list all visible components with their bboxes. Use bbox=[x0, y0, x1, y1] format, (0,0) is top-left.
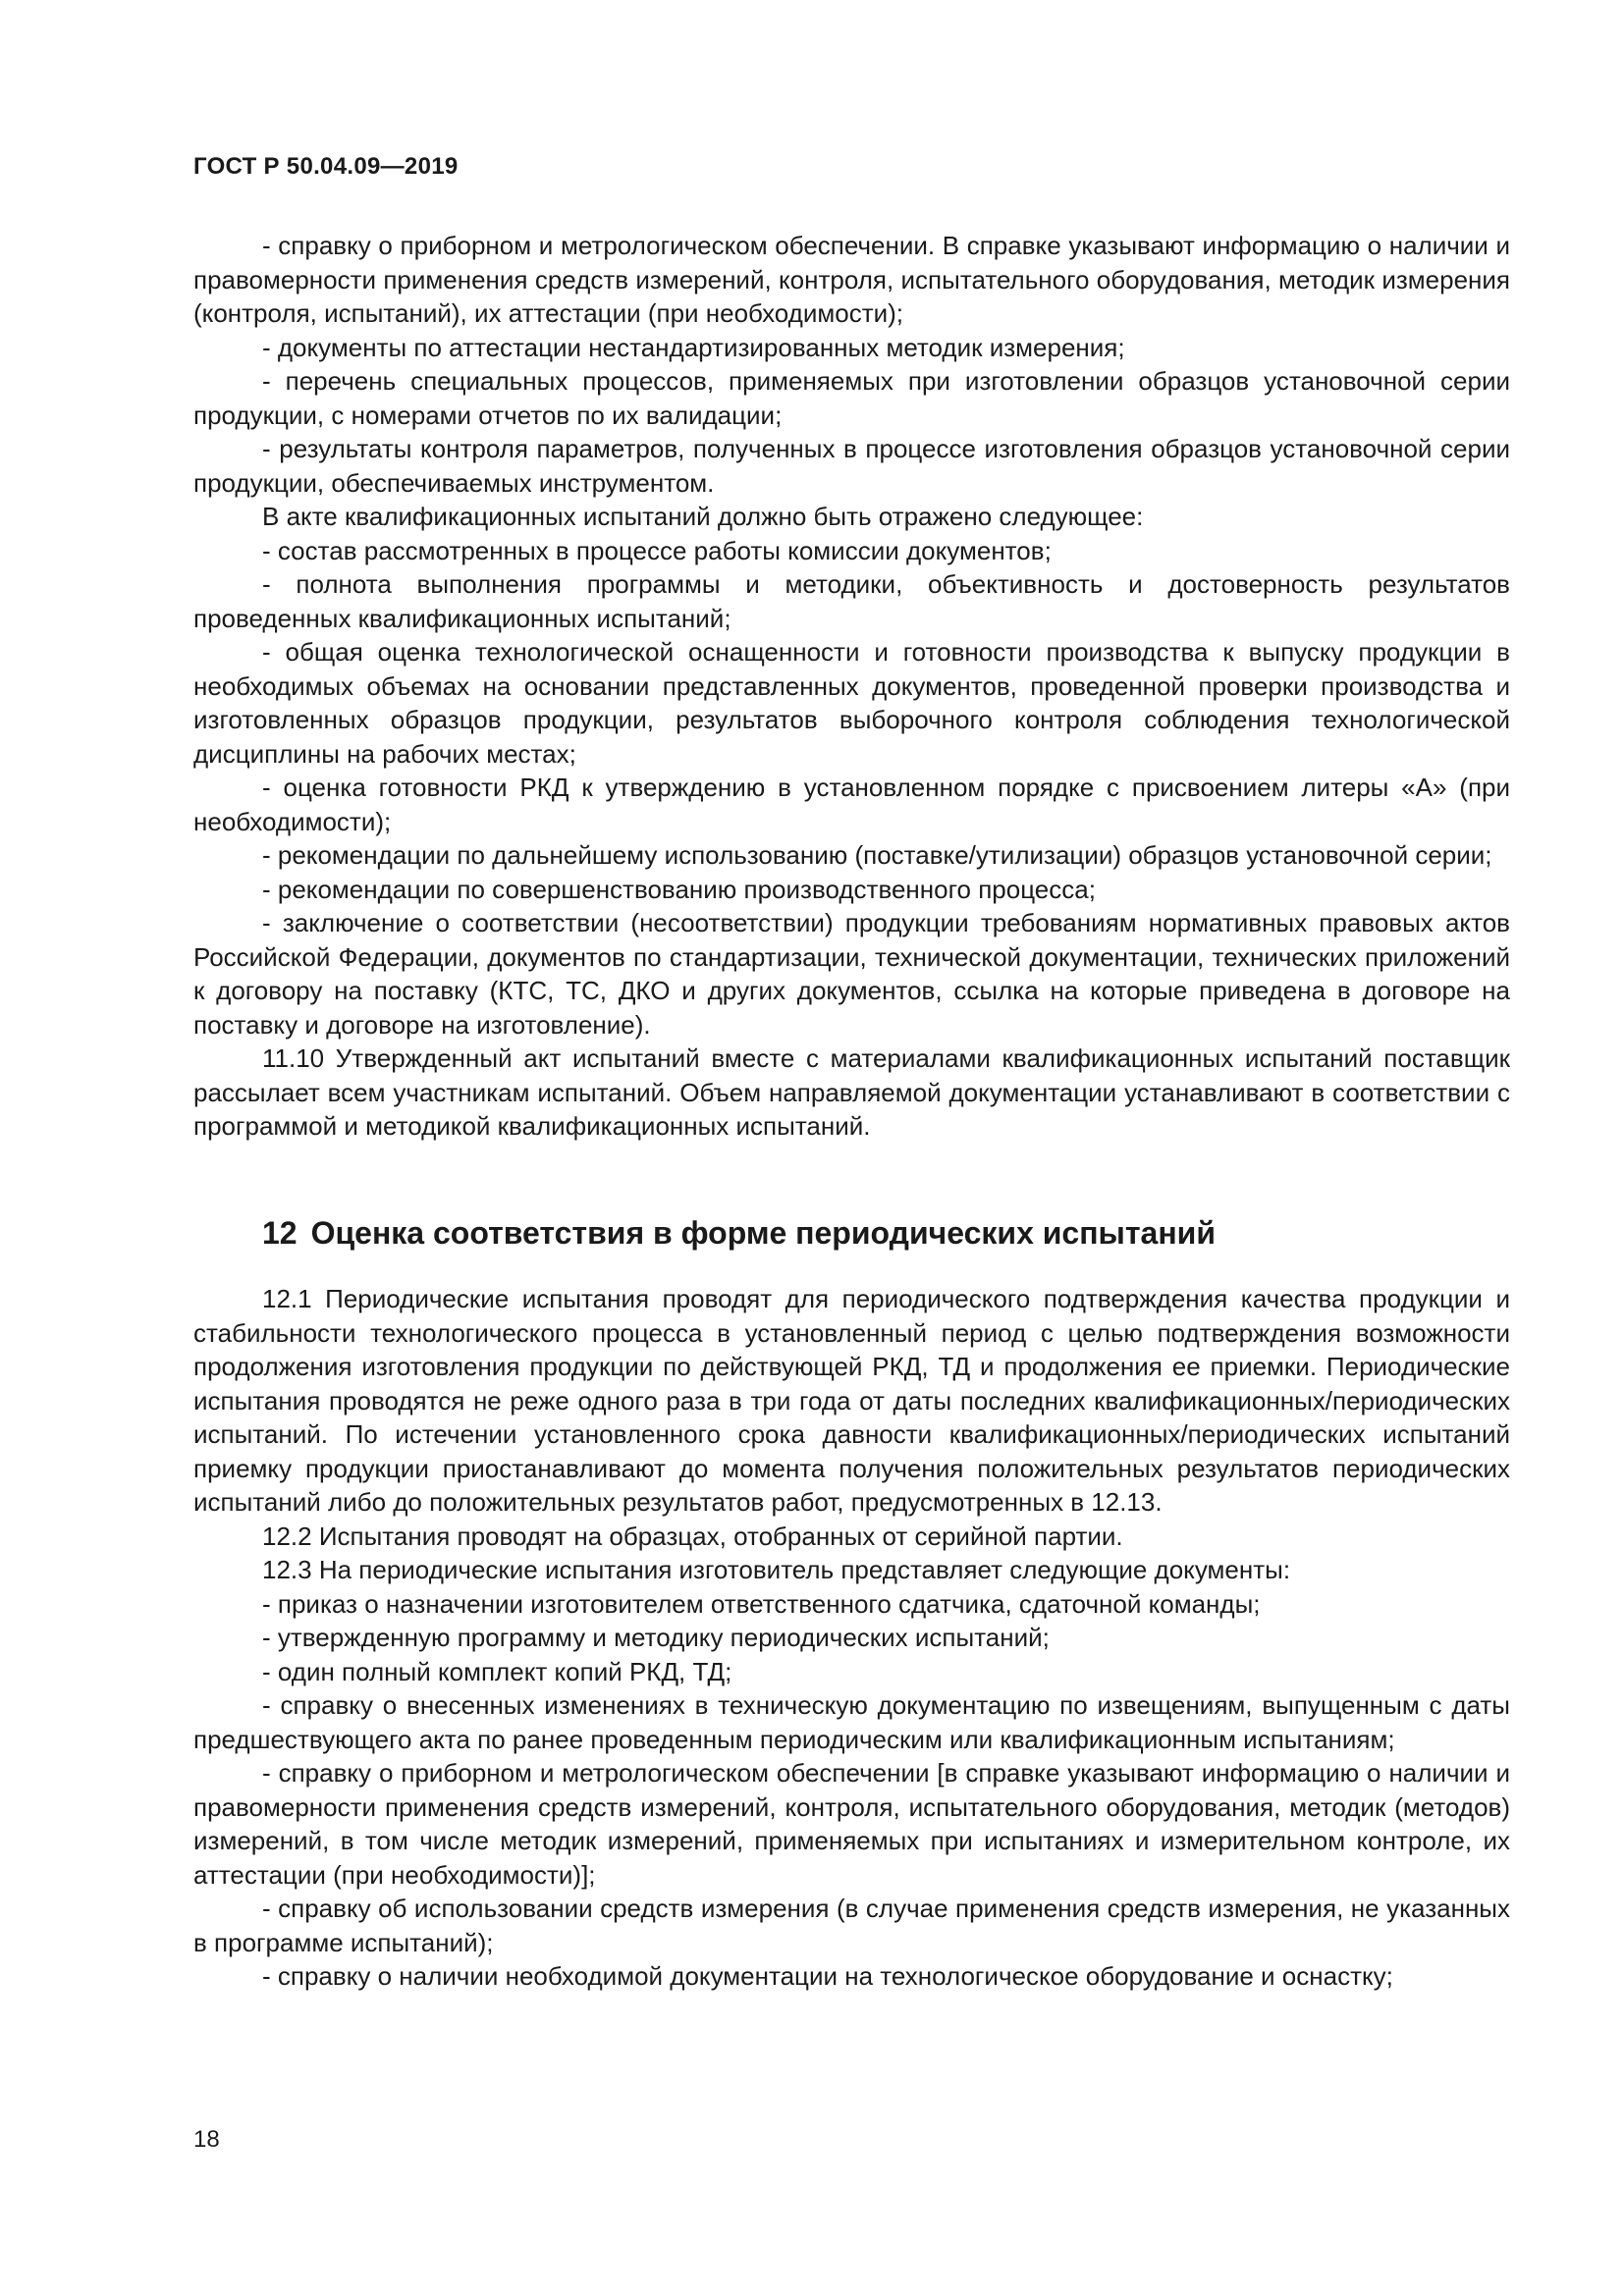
paragraph: - рекомендации по совершенствованию производственного процесса; bbox=[262, 874, 1096, 904]
paragraph: - справку о приборном и метрологическом обеспечении. В справке указывают информацию о наличии и правомерности применения средств измерений, контроля, испытательного оборудования, методик измерения (контроля, испытаний), их аттестации (при необходимости); bbox=[193, 231, 1510, 328]
paragraph: - один полный комплект копий РКД, ТД; bbox=[262, 1656, 732, 1686]
paragraph: - справку о наличии необходимой документации на технологическое оборудование и оснастку; bbox=[262, 1961, 1393, 1991]
top-text-block bbox=[193, 229, 1510, 1144]
paragraph: - оценка готовности РКД к утверждению в установленном порядке с присвоением литеры «А» (при необходимости); bbox=[193, 773, 1510, 836]
section-number: 12 bbox=[262, 1215, 298, 1251]
paragraph: 12.3 На периодические испытания изготовитель представляет следующие документы: bbox=[262, 1555, 1291, 1584]
section-heading bbox=[262, 1213, 1216, 1253]
document-code: ГОСТ Р 50.04.09—2019 bbox=[193, 153, 459, 180]
paragraph: - перечень специальных процессов, применяемых при изготовлении образцов установочной серии продукции, с номерами отчетов по их валидации; bbox=[193, 366, 1510, 430]
paragraph: - приказ о назначении изготовителем ответственного сдатчика, сдаточной команды; bbox=[262, 1588, 1261, 1619]
section-title: Оценка соответствия в форме периодических испытаний bbox=[310, 1215, 1217, 1251]
paragraph: 12.2 Испытания проводят на образцах, отобранных от серийной партии. bbox=[262, 1521, 1123, 1551]
paragraph: - общая оценка технологической оснащенности и готовности производства к выпуску продукции в необходимых объемах на основании представленных документов, проведенной проверки производства и изготовленных образцов продукции, результатов выборочного контроля соблюдения технологической дисциплины на рабочих местах; bbox=[193, 637, 1510, 769]
paragraph: - результаты контроля параметров, полученных в процессе изготовления образцов установочной серии продукции, обеспечиваемых инструментом. bbox=[193, 434, 1510, 498]
paragraph: 11.10 Утвержденный акт испытаний вместе с материалами квалификационных испытаний поставщик рассылает всем участникам испытаний. Объем направляемой документации устанавливают в соответствии с программой и методикой квалификационных испытаний. bbox=[193, 1043, 1510, 1141]
paragraph: - справку о приборном и метрологическом обеспечении [в справке указывают информацию о наличии и правомерности применения средств измерений, контроля, испытательного оборудования, методик (методов) измерений, в том числе методик измерений, применяемых при испытаниях и измерительном контроле, их аттестации (при необходимости)]; bbox=[193, 1758, 1510, 1890]
paragraph: - справку о внесенных изменениях в техническую документацию по извещениям, выпущенным с даты предшествующего акта по ранее проведенным периодическим или квалификационным испытаниям; bbox=[193, 1690, 1510, 1754]
paragraph: - утвержденную программу и методику периодических испытаний; bbox=[262, 1623, 1050, 1652]
page-number: 18 bbox=[193, 2126, 220, 2153]
paragraph: В акте квалификационных испытаний должно быть отражено следующее: bbox=[262, 502, 1144, 531]
paragraph: - справку об использовании средств измерения (в случае применения средств измерения, не указанных в программе испытаний); bbox=[193, 1894, 1510, 1957]
paragraph: 12.1 Периодические испытания проводят для периодического подтверждения качества продукции и стабильности технологического процесса в установленный период с целью подтверждения возможности продолжения изготовления продукции по действующей РКД, ТД и продолжения ее приемки. Периодические испытания проводятся не реже одного раза в три года от даты последних квалификационных/периодических испытаний. По истечении установленного срока давности квалификационных/периодических испытаний приемку продукции приостанавливают до момента получения положительных результатов периодических испытаний либо до положительных результатов работ, предусмотренных в 12.13. bbox=[193, 1284, 1510, 1517]
section-text-block bbox=[193, 1282, 1510, 1994]
paragraph: - полнота выполнения программы и методики, объективность и достоверность результатов проведенных квалификационных испытаний; bbox=[193, 569, 1510, 633]
paragraph: - заключение о соответствии (несоответствии) продукции требованиям нормативных правовых актов Российской Федерации, документов по стандартизации, технической документации, технических приложений к договору на поставку (КТС, ТС, ДКО и других документов, ссылка на которые приведена в договоре на поставку и договоре на изготовление). bbox=[193, 908, 1510, 1040]
paragraph: - документы по аттестации нестандартизированных методик измерения; bbox=[262, 332, 1125, 362]
paragraph: - состав рассмотренных в процессе работы комиссии документов; bbox=[262, 535, 1052, 565]
paragraph: - рекомендации по дальнейшему использованию (поставке/утилизации) образцов установочной серии; bbox=[262, 840, 1492, 870]
